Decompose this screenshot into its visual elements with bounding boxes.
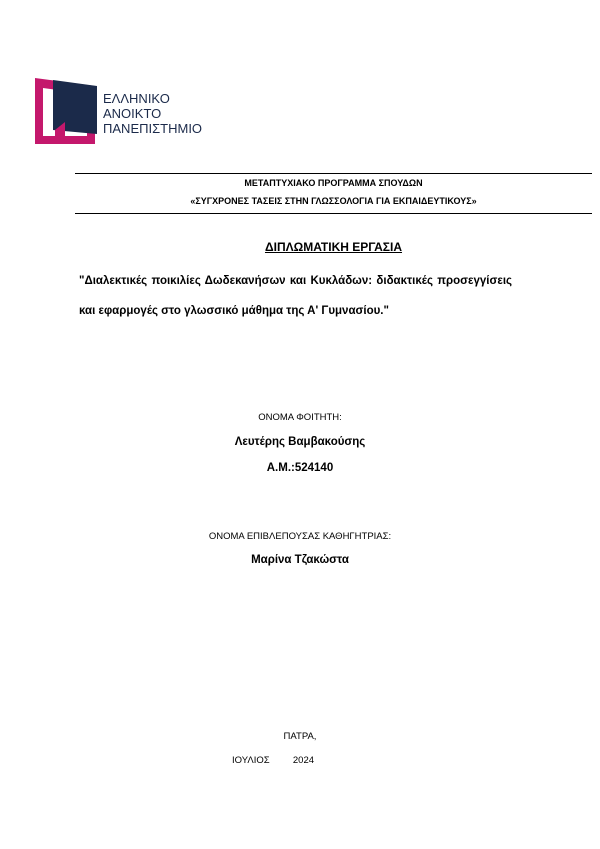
program-name: ΜΕΤΑΠΤΥΧΙΑΚΟ ΠΡΟΓΡΑΜΜΑ ΣΠΟΥΔΩΝ <box>244 178 423 188</box>
student-label: ΟΝΟΜΑ ΦΟΙΤΗΤΗ: <box>258 412 342 423</box>
logo-line-2: ΑΝΟΙΚΤΟ <box>103 106 162 121</box>
month: ΙΟΥΛΙΟΣ <box>232 755 270 766</box>
year: 2024 <box>292 755 315 766</box>
logo-emblem-icon <box>35 78 101 144</box>
logo-wordmark <box>103 91 202 136</box>
city: ΠΑΤΡΑ, <box>283 731 317 742</box>
student-name: Λευτέρης Βαμβακούσης <box>234 436 366 448</box>
document-title: ΔΙΠΛΩΜΑΤΙΚΗ ΕΡΓΑΣΙΑ <box>264 240 403 254</box>
logo-line-1: ΕΛΛΗΝΙΚΟ <box>103 91 170 106</box>
thesis-title: "Διαλεκτικές ποικιλίες Δωδεκανήσων και Κυκλάδων: διδακτικές προσεγγίσεις και εφαρμογές στο γλωσσικό μάθημα της Α' Γυμνασίου." <box>79 275 512 317</box>
supervisor-name: Μαρίνα Τζακώστα <box>251 554 349 566</box>
university-logo <box>35 78 210 144</box>
top-divider <box>75 173 592 174</box>
student-id: Α.Μ.:524140 <box>266 462 334 474</box>
program-subtitle: «ΣΥΓΧΡΟΝΕΣ ΤΑΣΕΙΣ ΣΤΗΝ ΓΛΩΣΣΟΛΟΓΙΑ ΓΙΑ ΕΚΠΑΙΔΕΥΤΙΚΟΥΣ» <box>190 196 477 206</box>
bottom-divider <box>75 213 592 214</box>
date-line <box>232 755 314 766</box>
supervisor-label: ΟΝΟΜΑ ΕΠΙΒΛΕΠΟΥΣΑΣ ΚΑΘΗΓΗΤΡΙΑΣ: <box>208 531 392 542</box>
logo-line-3: ΠΑΝΕΠΙΣΤΗΜΙΟ <box>103 121 203 136</box>
